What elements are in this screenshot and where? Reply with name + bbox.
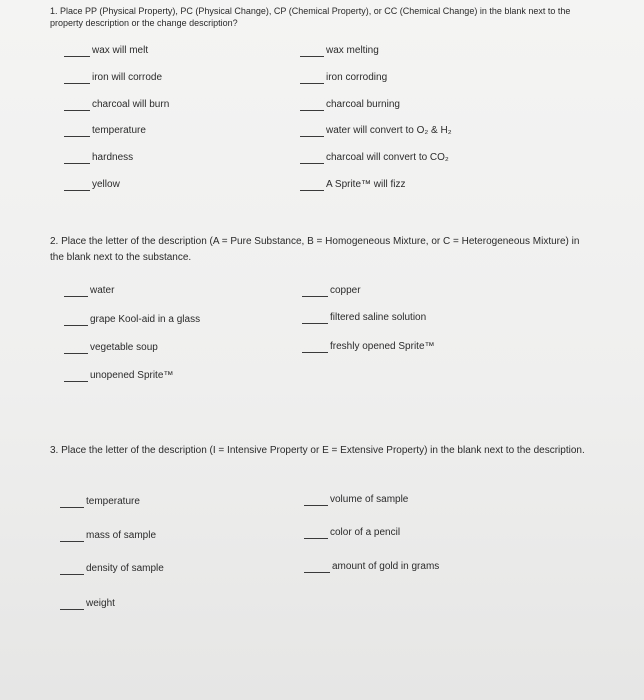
q3-right-item [304, 494, 408, 506]
answer-blank[interactable] [302, 343, 328, 353]
answer-blank[interactable] [64, 372, 88, 382]
q2-left-item [64, 314, 200, 326]
answer-blank[interactable] [300, 101, 324, 111]
question-3-prompt: 3. Place the letter of the description (I = Intensive Property or E = Extensive Property) in the blank next to the description. [50, 445, 585, 456]
q3-left-item [60, 496, 140, 508]
answer-blank[interactable] [64, 74, 90, 84]
item-label: iron corroding [326, 72, 388, 83]
q1-left-item [64, 152, 133, 164]
question-2-prompt: 2. Place the letter of the description (A = Pure Substance, B = Homogeneous Mixture, or C = Heterogeneous Mixture) in the blank next to the substance. [50, 236, 580, 263]
answer-blank[interactable] [60, 565, 84, 575]
q1-left-item [64, 72, 162, 84]
q1-right-item [300, 179, 405, 191]
answer-blank[interactable] [300, 181, 324, 191]
answer-blank[interactable] [64, 101, 90, 111]
answer-blank[interactable] [64, 127, 90, 137]
item-label: charcoal will convert to CO₂ [326, 152, 449, 163]
question-1-prompt: 1. Place PP (Physical Property), PC (Physical Change), CP (Chemical Property), or CC (Chemical Change) in the blank next to the property description or the change description? [50, 6, 571, 28]
answer-blank[interactable] [64, 287, 88, 297]
q2-right-item [302, 285, 361, 297]
answer-blank[interactable] [304, 563, 330, 573]
q2-right-item [302, 312, 426, 324]
item-label: water [90, 285, 115, 296]
answer-blank[interactable] [300, 47, 324, 57]
q1-right-item [300, 152, 449, 164]
item-label: charcoal burning [326, 99, 400, 110]
q1-right-item [300, 45, 379, 57]
item-label: temperature [92, 125, 146, 136]
answer-blank[interactable] [304, 496, 328, 506]
item-label: vegetable soup [90, 342, 158, 353]
q3-left-item [60, 598, 115, 610]
item-label: weight [86, 598, 115, 609]
q3-left-item [60, 563, 164, 575]
q2-left-item [64, 285, 114, 297]
answer-blank[interactable] [64, 316, 88, 326]
item-label: hardness [92, 152, 134, 163]
item-label: yellow [92, 179, 120, 190]
answer-blank[interactable] [64, 154, 90, 164]
item-label: grape Kool-aid in a glass [90, 314, 201, 325]
q3-right-item [304, 561, 439, 573]
answer-blank[interactable] [64, 181, 90, 191]
item-label: volume of sample [330, 494, 409, 505]
item-label: freshly opened Sprite™ [330, 341, 435, 352]
q1-left-item [64, 125, 146, 137]
item-label: copper [330, 285, 361, 296]
item-label: iron will corrode [92, 72, 163, 83]
item-label: unopened Sprite™ [90, 370, 174, 381]
q1-left-item [64, 99, 169, 111]
q3-left-item [60, 530, 156, 542]
q1-right-item [300, 125, 452, 137]
item-label: color of a pencil [330, 527, 401, 538]
answer-blank[interactable] [60, 600, 84, 610]
answer-blank[interactable] [60, 498, 84, 508]
q1-left-item [64, 179, 120, 191]
answer-blank[interactable] [300, 74, 324, 84]
item-label: temperature [86, 496, 140, 507]
item-label: wax will melt [92, 45, 149, 56]
answer-blank[interactable] [300, 127, 324, 137]
answer-blank[interactable] [304, 529, 328, 539]
q2-left-item [64, 370, 173, 382]
item-label: A Sprite™ will fizz [326, 179, 406, 190]
q1-left-item [64, 45, 148, 57]
answer-blank[interactable] [64, 344, 88, 354]
item-label: density of sample [86, 563, 164, 574]
answer-blank[interactable] [302, 287, 328, 297]
answer-blank[interactable] [60, 532, 84, 542]
item-label: mass of sample [86, 530, 157, 541]
q1-right-item [300, 99, 400, 111]
q2-right-item [302, 341, 435, 353]
item-label: wax melting [326, 45, 379, 56]
item-label: amount of gold in grams [332, 561, 440, 572]
answer-blank[interactable] [302, 314, 328, 324]
q1-right-item [300, 72, 387, 84]
item-label: filtered saline solution [330, 312, 427, 323]
item-label: water will convert to O₂ & H₂ [326, 125, 452, 136]
item-label: charcoal will burn [92, 99, 170, 110]
answer-blank[interactable] [300, 154, 324, 164]
q2-left-item [64, 342, 158, 354]
q3-right-item [304, 527, 400, 539]
answer-blank[interactable] [64, 47, 90, 57]
